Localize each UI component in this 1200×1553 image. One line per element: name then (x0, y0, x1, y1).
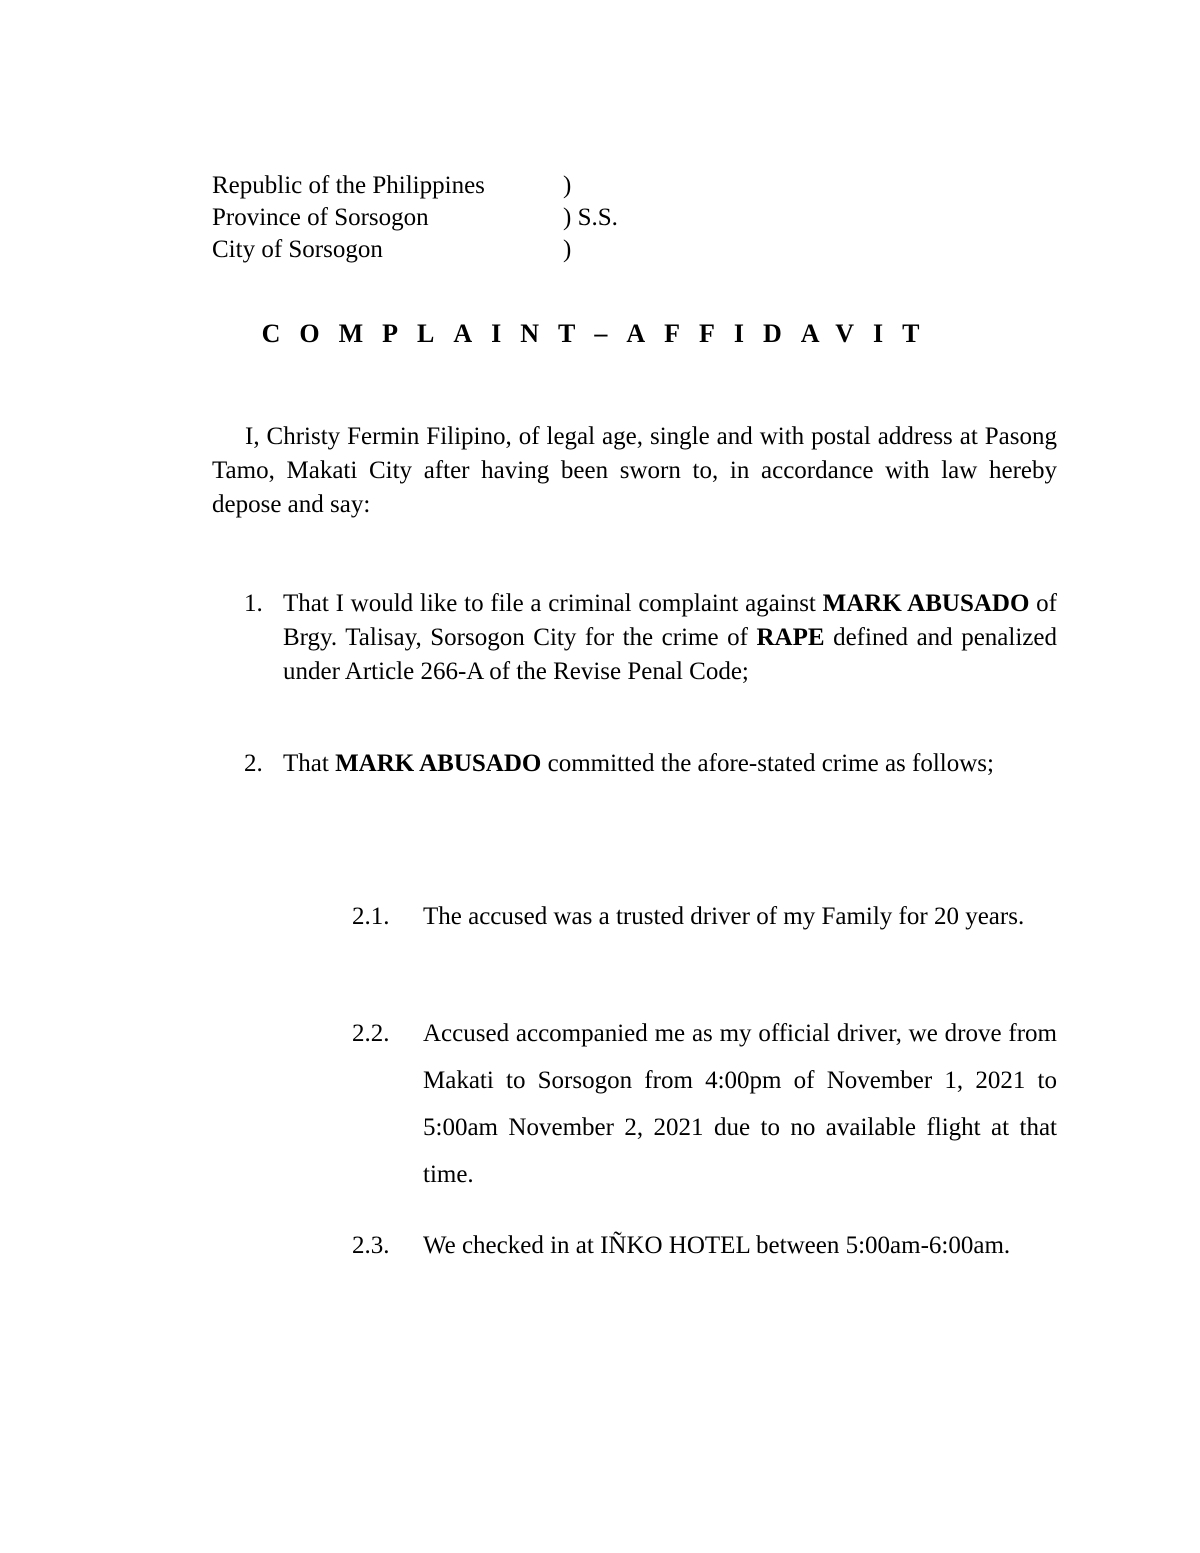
subitem-number: 2.3. (352, 1232, 390, 1259)
subitem-2-3: We checked in at IÑKO HOTEL between 5:00am-6:00am. (423, 1232, 1011, 1259)
subitem-2-2: Accused accompanied me as my official driver, we drove from Makati to Sorsogon from 4:00pm of November 1, 2021 to 5:00am November 2, 2021 due to no available flight at that time. (423, 1020, 1057, 1188)
item-text: committed the afore-stated crime as follows; (541, 750, 994, 777)
subitem-number: 2.1. (352, 903, 390, 930)
accused-name: MARK ABUSADO (822, 590, 1030, 617)
document-title: COMPLAINT–AFFIDAVIT (261, 319, 939, 348)
venue-province: Province of Sorsogon (212, 204, 429, 231)
venue-paren: ) (563, 172, 572, 199)
item-text: defined and penalized under Article 266-A of the Revise Penal Code; (283, 624, 1057, 685)
item-text: of Brgy. Talisay, Sorsogon City for the crime of (283, 590, 1058, 651)
item-text: That (283, 750, 336, 777)
item-text: That I would like to file a criminal complaint against (283, 590, 823, 617)
subitem-2-1: The accused was a trusted driver of my Family for 20 years. (423, 903, 1025, 930)
crime-name: RAPE (756, 624, 825, 651)
item-number: 2. (244, 750, 263, 777)
list-item-2 (283, 740, 1057, 787)
venue-city: City of Sorsogon (212, 236, 383, 263)
venue-ss-marker: ) S.S. (563, 204, 618, 231)
accused-name: MARK ABUSADO (335, 750, 542, 777)
venue-republic: Republic of the Philippines (212, 172, 485, 199)
item-number: 1. (244, 590, 263, 617)
subitem-number: 2.2. (352, 1020, 390, 1047)
venue-paren: ) (563, 236, 572, 263)
list-item-1 (283, 587, 1057, 689)
intro-paragraph: I, Christy Fermin Filipino, of legal age, single and with postal address at Pasong Tamo, Makati City after having been sworn to, in accordance with law hereby depose and say: (212, 423, 1057, 518)
